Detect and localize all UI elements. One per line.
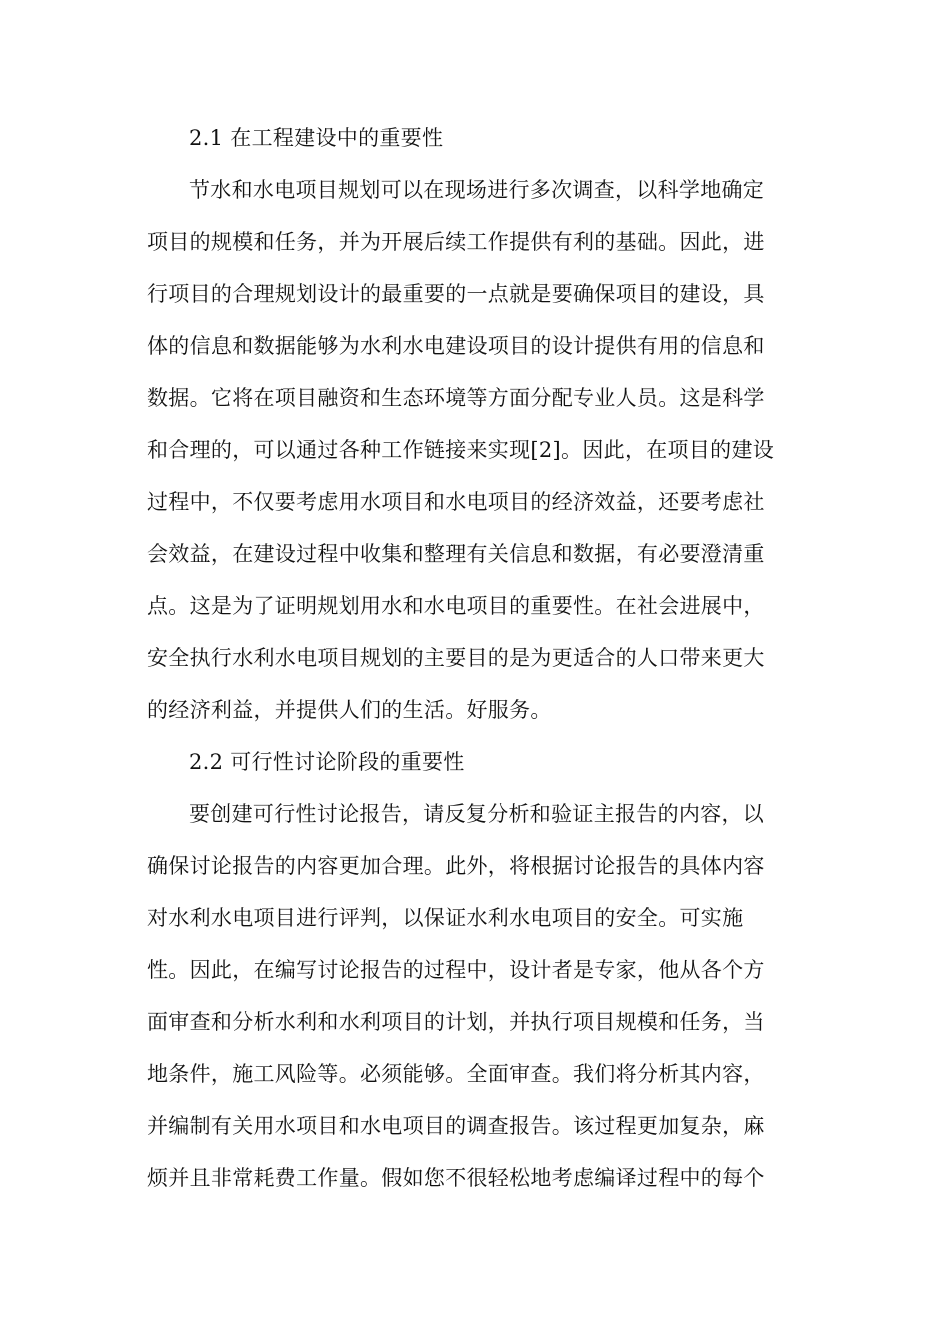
paragraph-line: 烦并且非常耗费工作量。假如您不很轻松地考虑编译过程中的每个 (147, 1166, 765, 1190)
paragraph-line: 要创建可行性讨论报告，请反复分析和验证主报告的内容，以 (189, 802, 765, 826)
paragraph-line: 地条件，施工风险等。必须能够。全面审查。我们将分析其内容， (147, 1062, 765, 1086)
paragraph-line: 性。因此，在编写讨论报告的过程中，设计者是专家，他从各个方 (147, 958, 765, 982)
paragraph-line: 过程中，不仅要考虑用水项目和水电项目的经济效益，还要考虑社 (147, 490, 765, 514)
paragraph-line: 会效益，在建设过程中收集和整理有关信息和数据，有必要澄清重 (147, 542, 765, 566)
paragraph-line: 并编制有关用水项目和水电项目的调查报告。该过程更加复杂，麻 (147, 1114, 765, 1138)
paragraph-line: 安全执行水利水电项目规划的主要目的是为更适合的人口带来更大 (147, 646, 765, 670)
paragraph-line: 确保讨论报告的内容更加合理。此外，将根据讨论报告的具体内容 (147, 854, 765, 878)
section-heading-2-2: 2.2 可行性讨论阶段的重要性 (189, 750, 465, 774)
section-heading-2-1: 2.1 在工程建设中的重要性 (189, 126, 444, 150)
paragraph-line: 对水利水电项目进行评判，以保证水利水电项目的安全。可实施 (147, 906, 744, 930)
paragraph-line: 节水和水电项目规划可以在现场进行多次调查，以科学地确定 (189, 178, 765, 202)
paragraph-line: 点。这是为了证明规划用水和水电项目的重要性。在社会进展中， (147, 594, 765, 618)
paragraph-line: 行项目的合理规划设计的最重要的一点就是要确保项目的建设，具 (147, 282, 765, 306)
paragraph-line: 和合理的，可以通过各种工作链接来实现[2]。因此，在项目的建设 (147, 438, 775, 462)
paragraph-line: 体的信息和数据能够为水利水电建设项目的设计提供有用的信息和 (147, 334, 765, 358)
paragraph-line: 面审查和分析水利和水利项目的计划，并执行项目规模和任务，当 (147, 1010, 765, 1034)
paragraph-line: 的经济利益，并提供人们的生活。好服务。 (147, 698, 552, 722)
paragraph-line: 项目的规模和任务，并为开展后续工作提供有利的基础。因此，进 (147, 230, 765, 254)
paragraph-line: 数据。它将在项目融资和生态环境等方面分配专业人员。这是科学 (147, 386, 765, 410)
